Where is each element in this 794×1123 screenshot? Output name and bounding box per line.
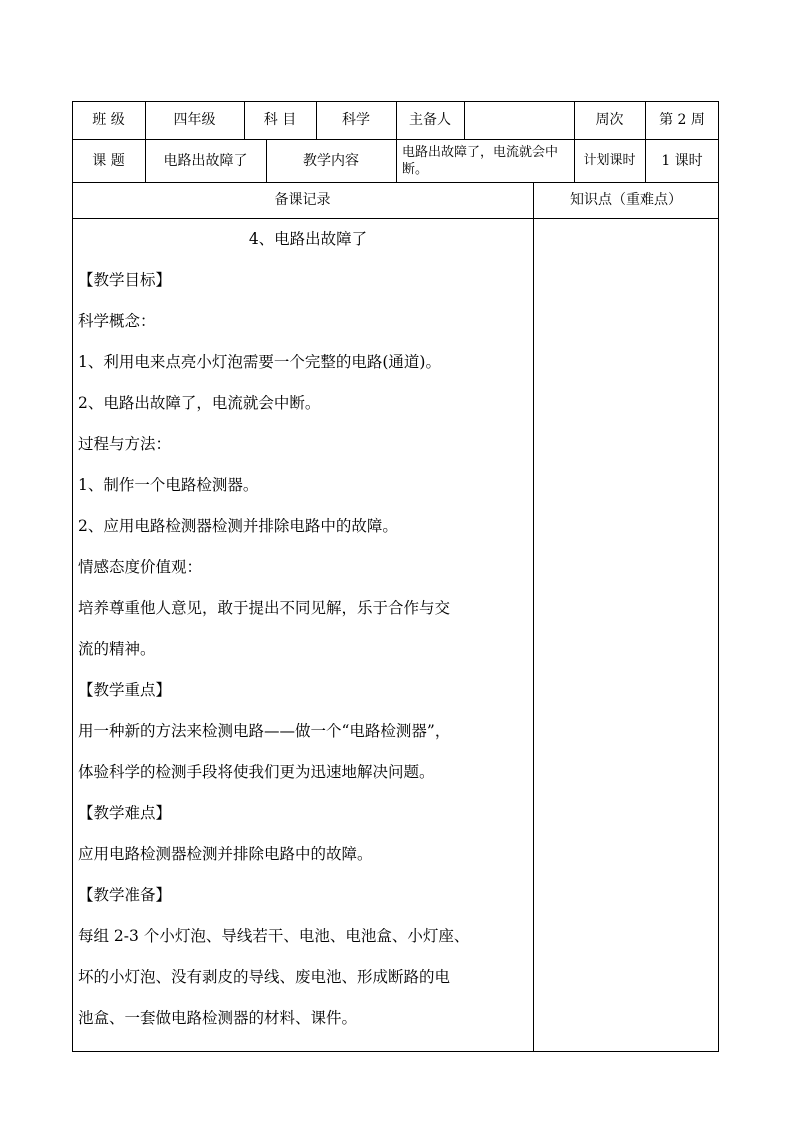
subject-value: 科学: [342, 112, 370, 128]
section-heading: 【教学准备】: [78, 886, 172, 904]
lesson-line: 2、电路出故障了，电流就会中断。: [78, 394, 321, 412]
lesson-line: 流的精神。: [78, 640, 156, 658]
lesson-line: 每组 2-3 个小灯泡、导线若干、电池、电池盒、小灯座、: [78, 927, 470, 945]
subheading: 过程与方法：: [78, 435, 172, 453]
section-heading: 【教学目标】: [78, 271, 172, 289]
hours-value: 1 课时: [661, 152, 703, 169]
week-label: 周次: [595, 112, 624, 128]
lesson-line: 1、制作一个电路检测器。: [78, 476, 259, 494]
col-divider: [533, 182, 534, 1052]
content-value: 电路出故障了，电流就会中断。: [402, 144, 559, 177]
lesson-line: 池盒、一套做电路检测器的材料、课件。: [78, 1009, 358, 1027]
lesson-line: 体验科学的检测手段将使我们更为迅速地解决问题。: [78, 763, 435, 781]
content-label: 教学内容: [303, 152, 359, 169]
lesson-line: 应用电路检测器检测并排除电路中的故障。: [78, 845, 373, 863]
class-label: 班 级: [92, 112, 125, 128]
lesson-line: 坏的小灯泡、没有剥皮的导线、废电池、形成断路的电: [78, 968, 451, 986]
topic-value: 电路出故障了: [163, 152, 248, 169]
lesson-line: 2、应用电路检测器检测并排除电路中的故障。: [78, 517, 398, 535]
topic-label: 课 题: [92, 152, 125, 169]
key-points-heading: 知识点（重难点）: [570, 192, 682, 208]
preparer-label: 主备人: [409, 112, 451, 128]
subject-label: 科 目: [263, 112, 297, 128]
notes-heading: 备课记录: [274, 192, 331, 208]
preparer-value: [464, 101, 574, 139]
lesson-line: 用一种新的方法来检测电路——做一个“电路检测器”，: [78, 722, 451, 740]
section-heading: 【教学难点】: [78, 804, 172, 822]
lesson-line: 1、利用电来点亮小灯泡需要一个完整的电路(通道)。: [78, 353, 441, 371]
lesson-line: 培养尊重他人意见，敢于提出不同见解，乐于合作与交: [78, 599, 451, 617]
class-value: 四年级: [173, 112, 216, 128]
section-heading: 【教学重点】: [78, 681, 172, 699]
subheading: 科学概念：: [78, 312, 156, 330]
hours-label: 计划课时: [583, 152, 636, 168]
week-value: 第 2 周: [659, 112, 705, 128]
lesson-title: 4、电路出故障了: [248, 230, 368, 248]
lesson-notes: [78, 219, 530, 1039]
subheading: 情感态度价值观：: [78, 558, 203, 576]
